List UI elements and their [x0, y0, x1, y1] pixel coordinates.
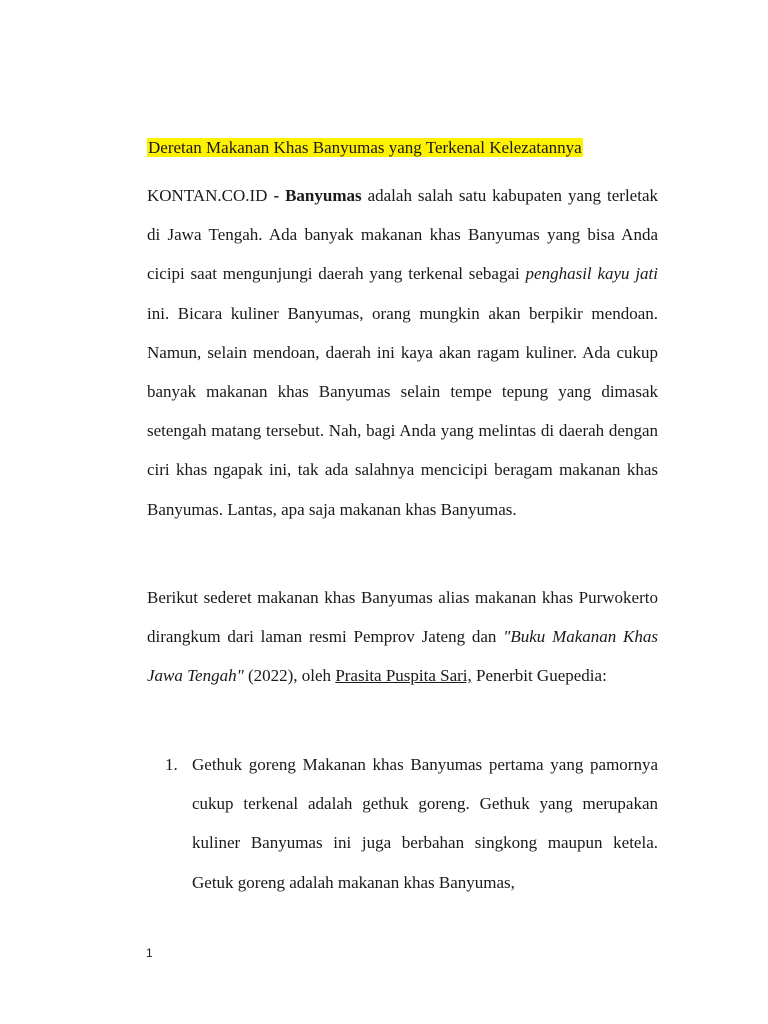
author-name: Prasita Puspita Sari,	[335, 666, 472, 686]
intro-text-b: ini. Bicara kuliner Banyumas, orang mungkin akan berpikir mendoan. Namun, selain mendoan, daerah ini kaya akan ragam kuliner. Ada cukup banyak makanan khas Banyumas selain tempe tepung yang dimasak setengah matang tersebut. Nah, bagi Anda yang melintas di daerah dengan ciri khas ngapak ini, tak ada salahnya mencicipi beragam makanan khas Banyumas. Lantas, apa saja makanan khas Banyumas.	[147, 303, 658, 519]
source-text-b: (2022), oleh	[243, 666, 336, 686]
intro-text-a: adalah salah satu kabupaten yang terletak di Jawa Tengah. Ada banyak makanan khas Banyumas yang bisa Anda cicipi saat mengunjungi daerah yang terkenal sebagai	[147, 186, 658, 284]
intro-italic: penghasil kayu jati	[525, 264, 659, 284]
source-text-a: Berikut sederet makanan khas Banyumas alias makanan khas Purwokerto dirangkum dari laman resmi Pemprov Jateng dan	[147, 588, 658, 647]
title-highlight: Deretan Makanan Khas Banyumas yang Terkenal Kelezatannya	[148, 138, 582, 157]
book-title: "Buku Makanan Khas Jawa Tengah"	[147, 627, 659, 686]
intro-paragraph	[147, 176, 658, 529]
source-dash: -	[267, 186, 286, 205]
subject-bold: Banyumas	[285, 186, 362, 205]
list-item-number: 1.	[165, 755, 178, 774]
source-name: KONTAN.CO.ID	[147, 186, 268, 205]
page-number: 1	[146, 946, 153, 960]
document-title	[147, 136, 583, 160]
list-item-text: Gethuk goreng Makanan khas Banyumas pertama yang pamornya cukup terkenal adalah gethuk goreng. Gethuk yang merupakan kuliner Banyumas ini juga berbahan singkong maupun ketela. Getuk goreng adalah makanan khas Banyumas,	[192, 755, 658, 892]
source-paragraph	[147, 578, 658, 696]
source-text-c: Penerbit Guepedia:	[471, 666, 607, 686]
